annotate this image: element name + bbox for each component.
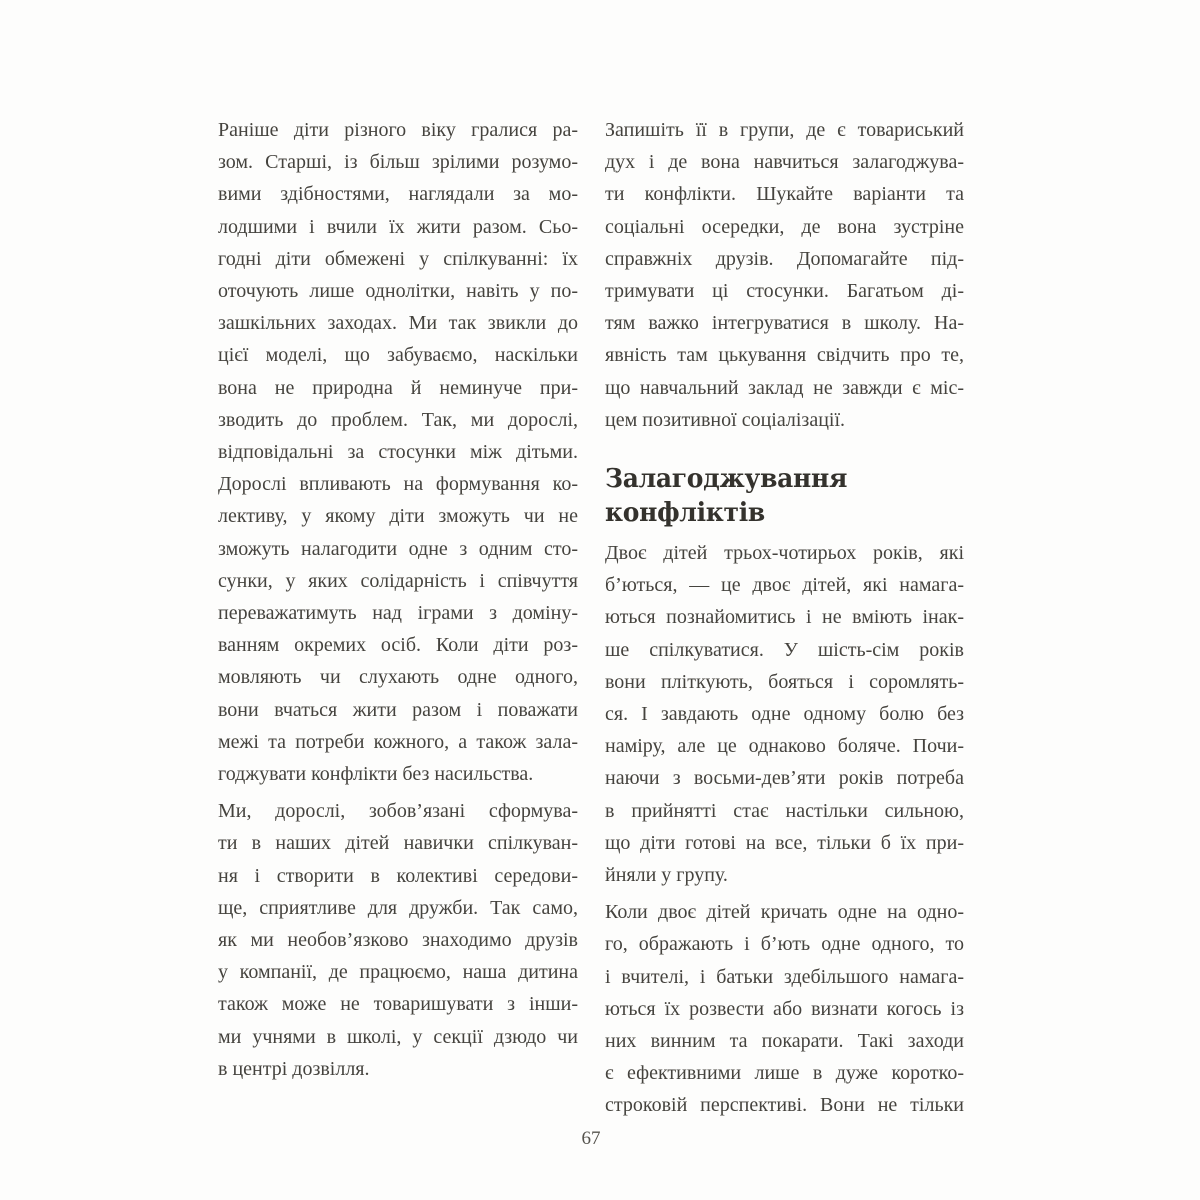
text-line: вони вчаться жити разом і поважати bbox=[218, 698, 578, 721]
text-line: ванням окремих осіб. Коли діти роз- bbox=[218, 634, 578, 657]
paragraph bbox=[218, 114, 578, 790]
text-line: цієї моделі, що забуваємо, наскільки bbox=[218, 344, 578, 367]
text-line: є ефективними лише в дуже коротко- bbox=[605, 1062, 964, 1085]
text-line: наміру, але це однаково боляче. Почи- bbox=[605, 735, 964, 758]
section-heading: Залагоджування конфліктів bbox=[605, 464, 848, 529]
text-line: Ми, дорослі, зобов’язані сформува- bbox=[218, 800, 578, 823]
text-line: наючи з восьми-дев’яти років потреба bbox=[605, 767, 964, 790]
text-line: б’ються, — це двоє дітей, які намага- bbox=[605, 574, 964, 597]
text-line: годні діти обмежені у спілкуванні: їх bbox=[218, 247, 578, 270]
text-line: дух і де вона навчиться залагоджува- bbox=[605, 151, 964, 174]
text-line: цем позитивної соціалізації. bbox=[605, 408, 846, 431]
text-line: Двоє дітей трьох-чотирьох років, які bbox=[605, 542, 964, 565]
text-line: в прийнятті стає настільки сильною, bbox=[605, 799, 964, 822]
text-line: що навчальний заклад не завжди є міс- bbox=[605, 376, 964, 399]
text-line: зашкільних заходах. Ми так звикли до bbox=[218, 312, 578, 335]
text-line: зом. Старші, із більш зрілими розумо- bbox=[218, 151, 578, 174]
paragraph bbox=[605, 114, 964, 436]
text-line: соціальні осередки, де вона зустріне bbox=[605, 215, 964, 238]
text-line: Раніше діти різного віку гралися ра- bbox=[218, 119, 578, 141]
text-line: ються познайомитись і не вміють інак- bbox=[605, 606, 964, 629]
text-line: Коли двоє дітей кричать одне на одно- bbox=[605, 901, 964, 924]
text-line: Дорослі впливають на формування ко- bbox=[218, 473, 578, 496]
text-line: як ми необов’язково знаходимо друзів bbox=[218, 929, 578, 952]
text-line: мовляють чи слухають одне одного, bbox=[218, 666, 578, 689]
text-line: ти в наших дітей навички спілкуван- bbox=[218, 832, 578, 855]
text-line: ти конфлікти. Шукайте варіанти та bbox=[605, 183, 964, 206]
text-line: ся. І завдають одне одному болю без bbox=[605, 703, 964, 726]
text-line: у компанії, де працюємо, наша дитина bbox=[218, 961, 578, 984]
paragraph bbox=[605, 896, 964, 1121]
text-line: лодшими і вчили їх жити разом. Сьо- bbox=[218, 215, 578, 238]
text-line: ються їх розвести або визнати когось із bbox=[605, 997, 964, 1020]
text-line: тримувати ці стосунки. Багатьом ді- bbox=[605, 280, 964, 303]
text-line: них винним та покарати. Такі заходи bbox=[605, 1030, 964, 1053]
text-line: вона не природна й неминуче при- bbox=[218, 376, 578, 399]
text-line: сунки, у яких солідарність і співчуття bbox=[218, 569, 578, 592]
paragraph bbox=[605, 537, 964, 891]
text-line: вони пліткують, бояться і соромлять- bbox=[605, 670, 964, 693]
text-line: ми учнями в школі, у секції дзюдо чи bbox=[218, 1025, 578, 1048]
text-line: годжувати конфлікти без насильства. bbox=[218, 763, 534, 786]
text-line: переважатимуть над іграми з доміну- bbox=[218, 602, 578, 625]
text-line: явність там цькування свідчить про те, bbox=[605, 344, 964, 367]
text-line: зможуть налагодити одне з одним сто- bbox=[218, 537, 578, 560]
text-line: тям важко інтегруватися в школу. На- bbox=[605, 312, 964, 335]
text-line: також може не товаришувати з інши- bbox=[218, 993, 578, 1016]
text-column-right bbox=[605, 114, 964, 1122]
text-line: справжніх друзів. Допомагайте під- bbox=[605, 247, 964, 270]
text-line: вими здібностями, наглядали за мо- bbox=[218, 183, 578, 206]
text-line: строковій перспективі. Вони не тільки bbox=[605, 1094, 964, 1117]
page-number: 67 bbox=[581, 1128, 601, 1149]
text-line: відповідальні за стосунки між дітьми. bbox=[218, 441, 578, 464]
text-block bbox=[218, 114, 964, 1122]
paragraph bbox=[218, 795, 578, 1085]
text-line: і вчителі, і батьки здебільшого намага- bbox=[605, 965, 964, 988]
text-line: лективу, у якому діти зможуть чи не bbox=[218, 505, 578, 528]
text-line: зводить до проблем. Так, ми дорослі, bbox=[218, 408, 578, 431]
text-line: ще, сприятливе для дружби. Так само, bbox=[218, 896, 578, 919]
text-line: в центрі дозвілля. bbox=[218, 1057, 370, 1080]
text-line: межі та потреби кожного, а також зала- bbox=[218, 730, 578, 753]
text-line: ня і створити в колективі середови- bbox=[218, 864, 578, 887]
text-line: Запишіть її в групи, де є товариський bbox=[605, 119, 964, 141]
text-line: йняли у групу. bbox=[605, 864, 728, 887]
text-line: що діти готові на все, тільки б їх при- bbox=[605, 831, 964, 854]
text-line: ше спілкуватися. У шість-сім років bbox=[605, 638, 964, 661]
text-column-left bbox=[218, 114, 578, 1122]
text-line: го, ображають і б’ють одне одного, то bbox=[605, 933, 964, 956]
text-line: оточують лише однолітки, навіть у по- bbox=[218, 280, 578, 303]
